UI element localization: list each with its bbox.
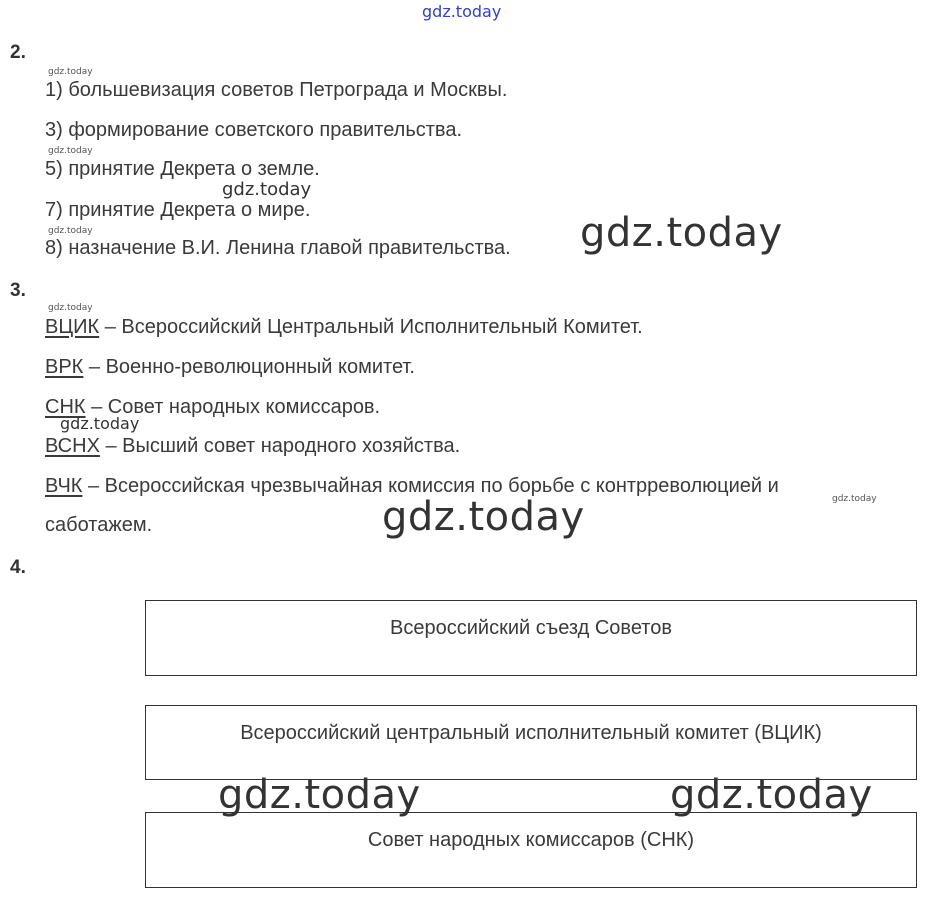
- definition-text: – Высший совет народного хозяйства.: [99, 435, 461, 457]
- watermark-large: gdz.today: [382, 494, 585, 540]
- box-label: Всероссийский центральный исполнительный комитет (ВЦИК): [240, 722, 822, 744]
- definition-text: – Всероссийская чрезвычайная комиссия по борьбе с контрреволюцией и: [82, 475, 779, 497]
- definition-row: [45, 435, 460, 458]
- definition-continuation: саботажем.: [45, 514, 153, 536]
- section-4-number: 4.: [10, 557, 26, 578]
- definition-text: – Всероссийский Центральный Исполнительный Комитет.: [99, 316, 643, 338]
- section-2-number: 2.: [10, 42, 26, 63]
- section-2-item: 8) назначение В.И. Ленина главой правительства.: [45, 237, 511, 259]
- section-2-item: 5) принятие Декрета о земле.: [45, 158, 320, 180]
- box-label: Всероссийский съезд Советов: [390, 617, 672, 639]
- watermark-tiny: gdz.today: [48, 303, 93, 313]
- section-3-number: 3.: [10, 280, 26, 301]
- diagram-box-snk: [145, 812, 917, 888]
- abbreviation: ВСНХ: [45, 435, 100, 457]
- definition-row: [45, 356, 415, 379]
- watermark-small: gdz.today: [60, 414, 140, 433]
- definition-text: – Совет народных комиссаров.: [85, 396, 381, 418]
- abbreviation: ВЦИК: [45, 316, 100, 338]
- diagram-box-vtsik: [145, 705, 917, 780]
- watermark-large: gdz.today: [218, 772, 421, 818]
- watermark-tiny: gdz.today: [48, 67, 93, 77]
- watermark-large: gdz.today: [670, 772, 873, 818]
- section-2-item: 3) формирование советского правительства.: [45, 119, 463, 141]
- definition-text: – Военно-революционный комитет.: [83, 356, 415, 378]
- section-2-item: 1) большевизация советов Петрограда и Москвы.: [45, 79, 508, 101]
- watermark-tiny: gdz.today: [48, 146, 93, 156]
- watermark-large: gdz.today: [580, 210, 783, 256]
- watermark-top: gdz.today: [422, 2, 502, 21]
- watermark-tiny: gdz.today: [48, 226, 93, 236]
- definition-row: [45, 316, 643, 339]
- watermark-tiny: gdz.today: [832, 494, 877, 504]
- watermark-small: gdz.today: [222, 179, 312, 200]
- box-label: Совет народных комиссаров (СНК): [367, 829, 695, 851]
- section-2-item: 7) принятие Декрета о мире.: [45, 199, 311, 221]
- abbreviation: ВРК: [45, 356, 84, 378]
- abbreviation: ВЧК: [45, 475, 83, 497]
- abbreviation: СНК: [45, 396, 86, 418]
- diagram-box-congress: [145, 600, 917, 676]
